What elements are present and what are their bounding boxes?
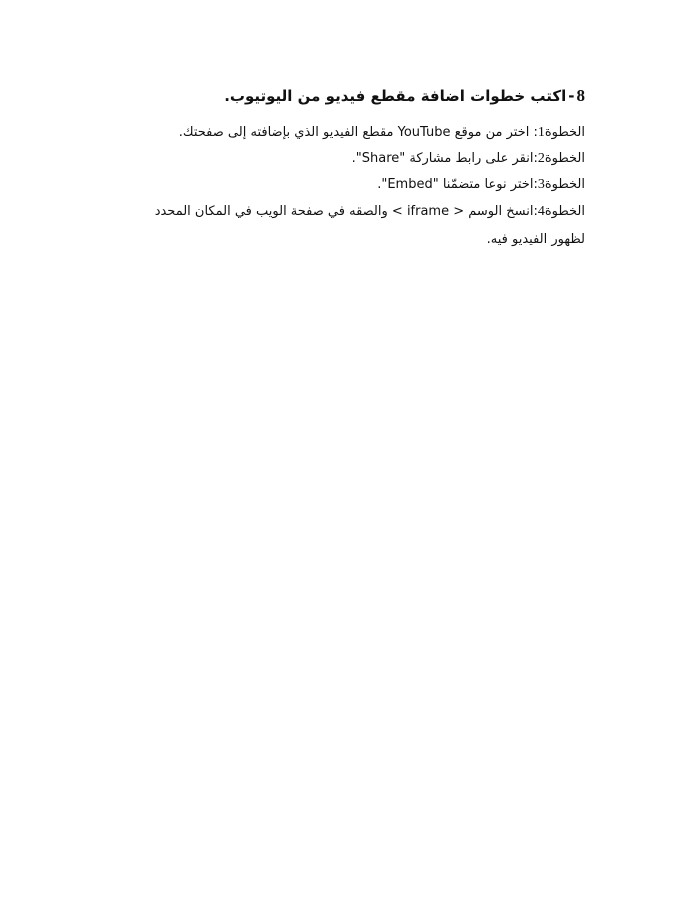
steps-list (125, 120, 585, 254)
step-number: 2 (537, 151, 545, 166)
step-colon: : (533, 204, 538, 219)
question-dash: - (568, 87, 575, 105)
step-colon: : (533, 151, 538, 166)
document-content (125, 84, 585, 254)
question-number: 8 (576, 86, 585, 105)
step-label: الخطوة (544, 177, 585, 192)
step-text: انسخ الوسم < iframe > والصقه في صفحة الويب في المكان المحدد لظهور الفيديو فيه. (154, 204, 585, 247)
step-colon: : (533, 125, 538, 140)
step-number: 3 (537, 177, 545, 192)
step-2 (125, 146, 585, 172)
question-title: اكتب خطوات اضافة مقطع فيديو من اليوتيوب. (224, 87, 567, 105)
step-4 (125, 198, 585, 254)
step-3 (125, 172, 585, 198)
step-text: اختر نوعا متضمّنا "Embed". (377, 177, 534, 192)
question-heading (125, 84, 585, 108)
step-label: الخطوة (544, 151, 585, 166)
step-text: انقر على رابط مشاركة "Share". (351, 151, 534, 166)
step-number: 1 (537, 125, 545, 140)
step-1 (125, 120, 585, 146)
step-label: الخطوة (544, 204, 585, 219)
step-colon: : (533, 177, 538, 192)
step-label: الخطوة (544, 125, 585, 140)
step-number: 4 (537, 204, 545, 219)
step-text: اختر من موقع YouTube مقطع الفيديو الذي بإضافته إلى صفحتك. (178, 125, 534, 140)
